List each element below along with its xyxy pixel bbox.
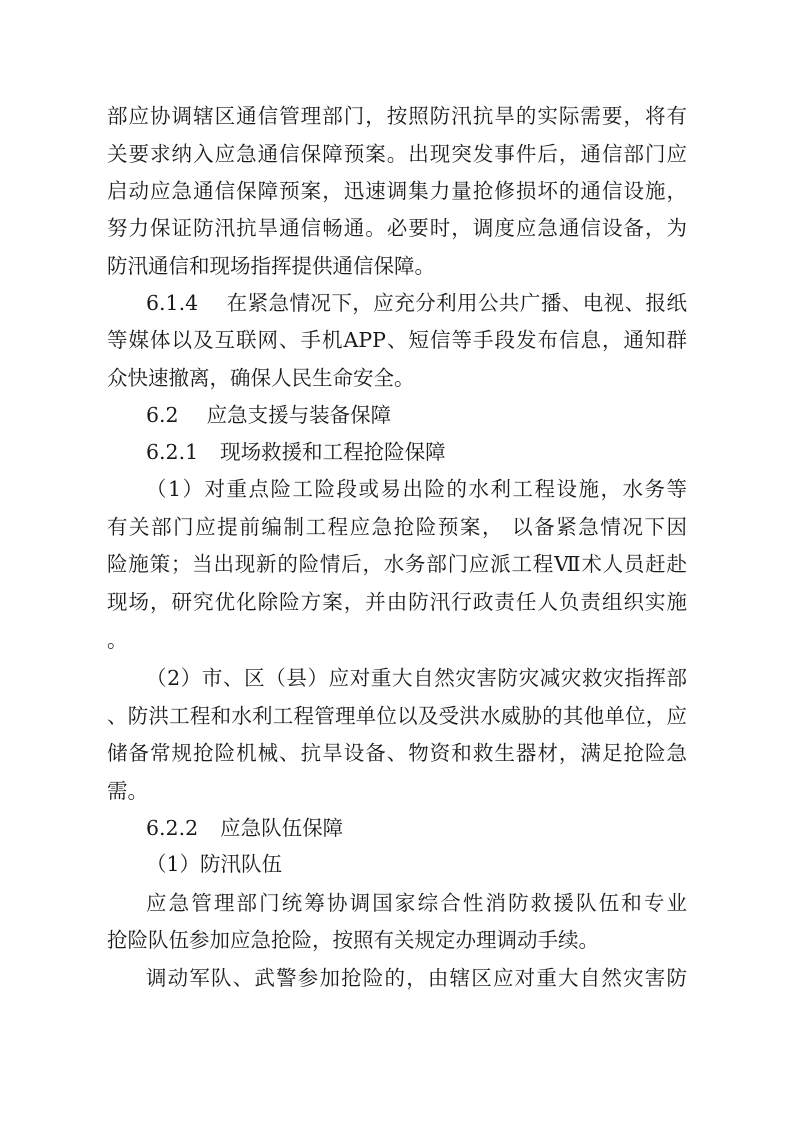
section-heading-6-2 — [146, 402, 391, 428]
paragraph-line: 需。 — [107, 779, 148, 803]
paragraph-line: 等媒体以及互联网、手机APP、短信等手段发布信息，通知群 — [107, 328, 687, 352]
paragraph-line: 众快速撤离，确保人民生命安全。 — [107, 366, 415, 390]
paragraph-line: 储备常规抢险机械、抗旱设备、物资和救生器材，满足抢险急 — [107, 741, 687, 765]
paragraph-line: 。 — [107, 628, 128, 652]
section-title: 应急队伍保障 — [220, 816, 344, 840]
section-heading-6-2-2 — [146, 815, 343, 841]
paragraph-line: 调动军队、武警参加抢险的，由辖区应对重大自然灾害防 — [146, 966, 687, 990]
section-6-1-4-line — [146, 290, 687, 316]
paragraph-line: 部应协调辖区通信管理部门，按照防汛抗旱的实际需要，将有 — [107, 104, 687, 128]
paragraph-line: 现场，研究优化除险方案，并由防汛行政责任人负责组织实施 — [107, 590, 687, 614]
paragraph-line: 关要求纳入应急通信保障预案。出现突发事件后，通信部门应 — [107, 142, 687, 166]
subheading: （1）防汛队伍 — [146, 852, 283, 876]
section-number: 6.2.1 — [146, 440, 199, 464]
paragraph-line: 、防洪工程和水利工程管理单位以及受洪水威胁的其他单位，应 — [107, 704, 687, 728]
paragraph-line: 努力保证防汛抗旱通信畅通。必要时，调度应急通信设备，为 — [107, 216, 687, 240]
section-title: 应急支援与装备保障 — [206, 403, 392, 427]
section-number: 6.1.4 — [146, 291, 199, 315]
paragraph-line: 有关部门应提前编制工程应急抢险预案， 以备紧急情况下因 — [107, 515, 687, 539]
section-number: 6.2.2 — [146, 816, 199, 840]
paragraph-line: 防汛通信和现场指挥提供通信保障。 — [107, 254, 435, 278]
paragraph-line: 应急管理部门统筹协调国家综合性消防救援队伍和专业 — [146, 891, 687, 915]
section-text: 在紧急情况下，应充分利用公共广播、电视、报纸 — [226, 291, 687, 315]
paragraph-line: 启动应急通信保障预案，迅速调集力量抢修损坏的通信设施， — [107, 179, 687, 203]
paragraph-line: 险施策；当出现新的险情后，水务部门应派工程Ⅶ术人员赶赴 — [107, 552, 687, 576]
paragraph-line: 抢险队伍参加应急抢险，按照有关规定办理调动手续。 — [107, 928, 599, 952]
section-heading-6-2-1 — [146, 439, 446, 465]
paragraph-line: （2）市、区（县）应对重大自然灾害防灾减灾救灾指挥部 — [146, 666, 687, 690]
section-title: 现场救援和工程抢险保障 — [220, 440, 446, 464]
paragraph-line: （1）对重点险工险段或易出险的水利工程设施，水务等 — [146, 477, 687, 501]
section-number: 6.2 — [146, 403, 179, 427]
